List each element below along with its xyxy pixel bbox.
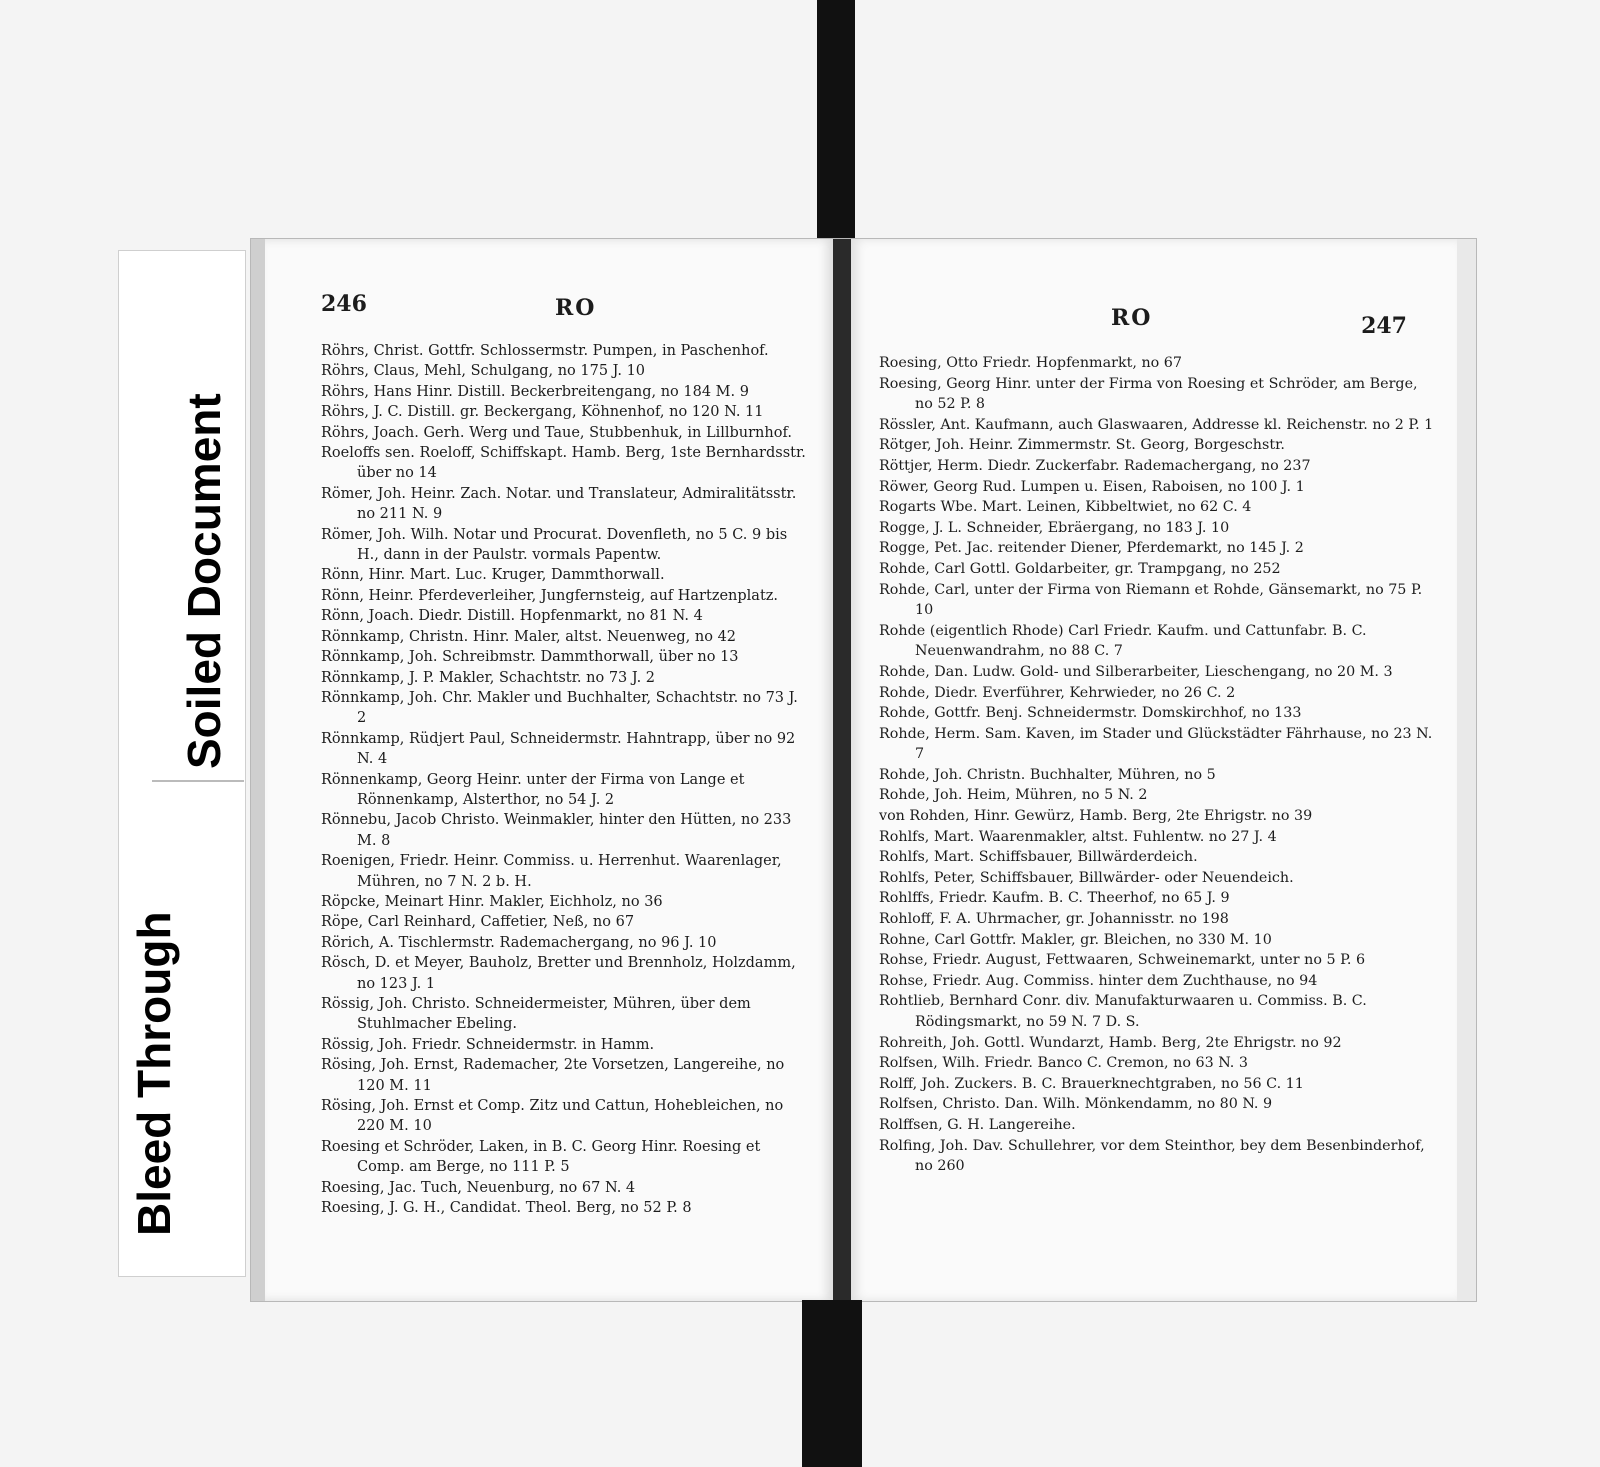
soiled-document-label: Soiled Document (178, 393, 230, 769)
directory-entry: Rönn, Hinr. Mart. Luc. Kruger, Dammthorwall. (321, 567, 665, 584)
directory-entry: Rössler, Ant. Kaufmann, auch Glaswaaren, Addresse kl. Reichenstr. no 2 P. 1 (879, 416, 1434, 433)
directory-entry: Rogge, J. L. Schneider, Ebräergang, no 183 J. 10 (879, 519, 1230, 536)
directory-entry: Rörich, A. Tischlermstr. Rademachergang, no 96 J. 10 (321, 934, 717, 951)
directory-entry: von Rohden, Hinr. Gewürz, Hamb. Berg, 2te Ehrigstr. no 39 (879, 808, 1313, 825)
directory-entry: Röhrs, Claus, Mehl, Schulgang, no 175 J. 10 (321, 363, 646, 380)
left-page (265, 239, 833, 1301)
directory-entry: Roesing, Georg Hinr. unter der Firma von Roesing et Schröder, am Berge, no 52 P. 8 (879, 375, 1418, 413)
directory-entry: Rohde (eigentlich Rhode) Carl Friedr. Kaufm. und Cattunfabr. B. C. Neuenwandrahm, no 88 C. 7 (879, 622, 1367, 660)
bleed-through-label: Bleed Through (128, 911, 180, 1236)
directory-entry: Röttjer, Herm. Diedr. Zuckerfabr. Rademachergang, no 237 (879, 457, 1311, 474)
directory-entry: Roesing, Jac. Tuch, Neuenburg, no 67 N. 4 (321, 1179, 636, 1196)
left-entries (321, 341, 811, 1218)
directory-entry: Rolfsen, Wilh. Friedr. Banco C. Cremon, no 63 N. 3 (879, 1055, 1248, 1072)
directory-entry: Röhrs, Joach. Gerh. Werg und Taue, Stubbenhuk, in Lillburnhof. (321, 424, 792, 441)
directory-entry: Rössig, Joh. Friedr. Schneidermstr. in Hamm. (321, 1036, 655, 1053)
stamp-divider (152, 780, 244, 782)
directory-entry: Rohde, Gottfr. Benj. Schneidermstr. Domskirchhof, no 133 (879, 705, 1302, 722)
directory-entry: Rönnkamp, J. P. Makler, Schachtstr. no 73 J. 2 (321, 669, 656, 686)
directory-entry: Rohlfs, Mart. Schiffsbauer, Billwärderdeich. (879, 849, 1198, 866)
directory-entry: Rolffsen, G. H. Langereihe. (879, 1116, 1076, 1133)
directory-entry: Römer, Joh. Heinr. Zach. Notar. und Translateur, Admiralitätsstr. no 211 N. 9 (321, 485, 797, 523)
condition-stamp (118, 250, 246, 1277)
directory-entry: Rötger, Joh. Heinr. Zimmermstr. St. Georg, Borgeschstr. (879, 437, 1285, 454)
directory-entry: Rogarts Wbe. Mart. Leinen, Kibbeltwiet, no 62 C. 4 (879, 499, 1252, 516)
directory-entry: Röhrs, J. C. Distill. gr. Beckergang, Köhnenhof, no 120 N. 11 (321, 404, 764, 421)
book-spread (250, 238, 1477, 1302)
directory-entry: Rohlfs, Mart. Waarenmakler, altst. Fuhlentw. no 27 J. 4 (879, 828, 1277, 845)
page-edge (251, 239, 265, 1301)
left-running-header: RO (555, 295, 597, 321)
right-page (851, 239, 1457, 1301)
directory-entry: Roesing et Schröder, Laken, in B. C. Georg Hinr. Roesing et Comp. am Berge, no 111 P. 5 (321, 1138, 761, 1176)
directory-entry: Rohreith, Joh. Gottl. Wundarzt, Hamb. Berg, 2te Ehrigstr. no 92 (879, 1034, 1342, 1051)
directory-entry: Rolfing, Joh. Dav. Schullehrer, vor dem Steinthor, bey dem Besenbinderhof, no 260 (879, 1137, 1425, 1175)
directory-entry: Röwer, Georg Rud. Lumpen u. Eisen, Raboisen, no 100 J. 1 (879, 478, 1305, 495)
directory-entry: Rohtlieb, Bernhard Conr. div. Manufakturwaaren u. Commiss. B. C. Rödingsmarkt, no 59 N. 7 D. S. (879, 993, 1367, 1030)
directory-entry: Rönnkamp, Rüdjert Paul, Schneidermstr. Hahntrapp, über no 92 N. 4 (321, 730, 796, 768)
directory-entry: Rösch, D. et Meyer, Bauholz, Bretter und Brennholz, Holzdamm, no 123 J. 1 (321, 955, 796, 992)
right-page-number: 247 (1361, 313, 1407, 339)
directory-entry: Rönn, Heinr. Pferdeverleiher, Jungfernsteig, auf Hartzenplatz. (321, 587, 779, 604)
directory-entry: Rönnebu, Jacob Christo. Weinmakler, hinter den Hütten, no 233 M. 8 (321, 812, 792, 849)
directory-entry: Rolff, Joh. Zuckers. B. C. Brauerknechtgraben, no 56 C. 11 (879, 1075, 1304, 1092)
directory-entry: Rohde, Diedr. Everführer, Kehrwieder, no 26 C. 2 (879, 684, 1236, 701)
directory-entry: Röhrs, Christ. Gottfr. Schlossermstr. Pumpen, in Paschenhof. (321, 343, 769, 359)
directory-entry: Rolfsen, Christo. Dan. Wilh. Mönkendamm, no 80 N. 9 (879, 1096, 1273, 1113)
directory-entry: Röpe, Carl Reinhard, Caffetier, Neß, no 67 (321, 914, 635, 931)
directory-entry: Rohde, Joh. Heim, Mühren, no 5 N. 2 (879, 787, 1148, 804)
directory-entry: Roeloffs sen. Roeloff, Schiffskapt. Hamb. Berg, 1ste Bernhardsstr. über no 14 (321, 445, 806, 482)
book-gutter (833, 239, 851, 1301)
directory-entry: Rössig, Joh. Christo. Schneidermeister, Mühren, über dem Stuhlmacher Ebeling. (321, 996, 751, 1033)
directory-entry: Rösing, Joh. Ernst, Rademacher, 2te Vorsetzen, Langereihe, no 120 M. 11 (321, 1057, 785, 1094)
directory-entry: Rönnkamp, Joh. Schreibmstr. Dammthorwall, über no 13 (321, 649, 739, 666)
directory-entry: Rohde, Carl Gottl. Goldarbeiter, gr. Trampgang, no 252 (879, 560, 1281, 577)
directory-entry: Rohlffs, Friedr. Kaufm. B. C. Theerhof, no 65 J. 9 (879, 890, 1230, 907)
directory-entry: Rohde, Herm. Sam. Kaven, im Stader und Glückstädter Fährhause, no 23 N. 7 (879, 725, 1433, 763)
directory-entry: Rohde, Joh. Christn. Buchhalter, Mühren, no 5 (879, 766, 1216, 783)
directory-entry: Roesing, J. G. H., Candidat. Theol. Berg, no 52 P. 8 (321, 1200, 692, 1217)
directory-entry: Roesing, Otto Friedr. Hopfenmarkt, no 67 (879, 355, 1182, 371)
directory-entry: Roenigen, Friedr. Heinr. Commiss. u. Herrenhut. Waarenlager, Mühren, no 7 N. 2 b. H. (321, 853, 782, 890)
bottom-binding-band (802, 1300, 862, 1467)
directory-entry: Rönnkamp, Christn. Hinr. Maler, altst. Neuenweg, no 42 (321, 628, 737, 645)
directory-entry: Rohde, Carl, unter der Firma von Riemann et Rohde, Gänsemarkt, no 75 P. 10 (879, 581, 1423, 619)
directory-entry: Rohse, Friedr. Aug. Commiss. hinter dem Zuchthause, no 94 (879, 972, 1318, 989)
top-binding-band (817, 0, 855, 250)
directory-entry: Röhrs, Hans Hinr. Distill. Beckerbreitengang, no 184 M. 9 (321, 383, 749, 400)
directory-entry: Rohne, Carl Gottfr. Makler, gr. Bleichen, no 330 M. 10 (879, 931, 1272, 948)
directory-entry: Rönnenkamp, Georg Heinr. unter der Firma von Lange et Rönnenkamp, Alsterthor, no 54 J. 2 (321, 771, 745, 808)
directory-entry: Rohse, Friedr. August, Fettwaaren, Schweinemarkt, unter no 5 P. 6 (879, 952, 1366, 969)
directory-entry: Rohde, Dan. Ludw. Gold- und Silberarbeiter, Lieschengang, no 20 M. 3 (879, 663, 1393, 680)
left-page-number: 246 (321, 291, 367, 317)
directory-entry: Rohlfs, Peter, Schiffsbauer, Billwärder- oder Neuendeich. (879, 869, 1294, 886)
directory-entry: Röpcke, Meinart Hinr. Makler, Eichholz, no 36 (321, 893, 663, 910)
directory-entry: Rösing, Joh. Ernst et Comp. Zitz und Cattun, Hohebleichen, no 220 M. 10 (321, 1098, 784, 1135)
right-running-header: RO (1111, 305, 1153, 331)
directory-entry: Rohloff, F. A. Uhrmacher, gr. Johannisstr. no 198 (879, 911, 1229, 928)
directory-entry: Rönnkamp, Joh. Chr. Makler und Buchhalter, Schachtstr. no 73 J. 2 (321, 689, 798, 727)
directory-entry: Rönn, Joach. Diedr. Distill. Hopfenmarkt, no 81 N. 4 (321, 608, 703, 625)
directory-entry: Rogge, Pet. Jac. reitender Diener, Pferdemarkt, no 145 J. 2 (879, 540, 1304, 557)
directory-entry: Römer, Joh. Wilh. Notar und Procurat. Dovenfleth, no 5 C. 9 bis H., dann in der Paulstr. vormals Papentw. (321, 526, 788, 564)
right-entries (879, 353, 1437, 1177)
